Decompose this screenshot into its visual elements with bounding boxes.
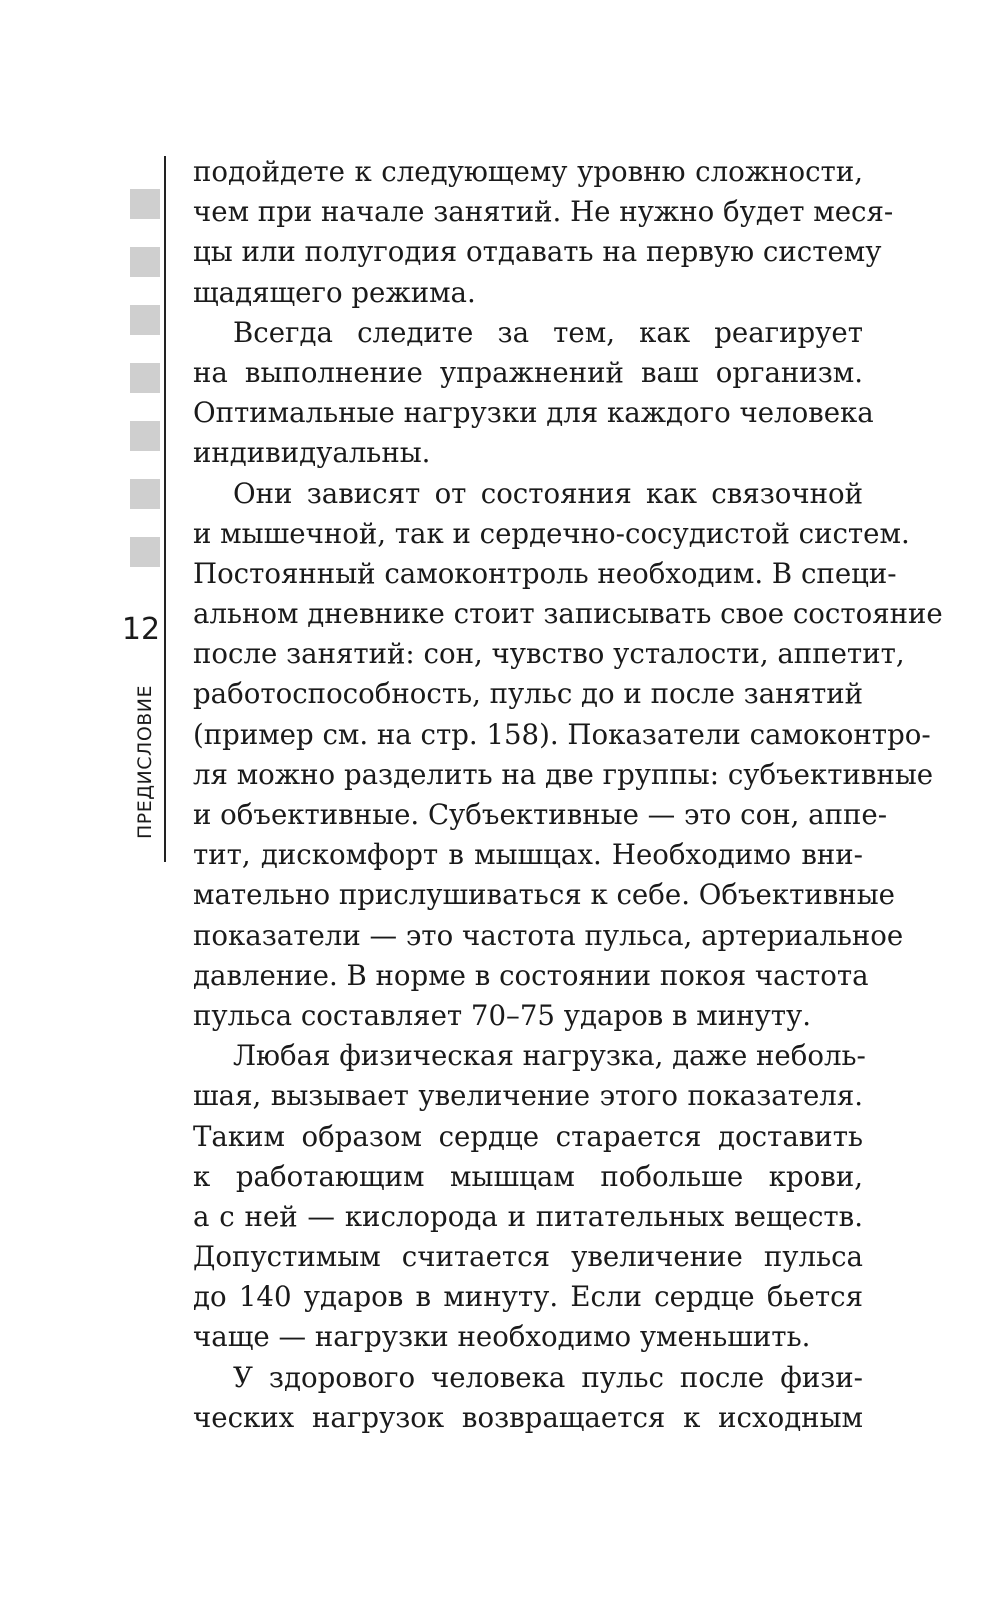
- text-line: ческих нагрузок возвращается к исходным: [193, 1400, 863, 1434]
- text-line: показатели — это частота пульса, артериальное: [193, 918, 904, 952]
- text-line: тит, дискомфорт в мышцах. Необходимо вни-: [193, 838, 863, 872]
- text-line: до 140 ударов в минуту. Если сердце бьется: [193, 1280, 863, 1314]
- margin-square: [130, 421, 160, 451]
- text-line: и объективные. Субъективные — это сон, аппе-: [193, 798, 888, 831]
- margin-squares: [130, 189, 160, 595]
- text-line: ля можно разделить на две группы: субъективные: [193, 757, 934, 791]
- text-line: пульса составляет 70–75 ударов в минуту.: [193, 998, 812, 1032]
- margin-square: [130, 305, 160, 335]
- page-number: 12: [121, 612, 161, 647]
- margin-square: [130, 363, 160, 393]
- text-line: Любая физическая нагрузка, даже неболь-: [233, 1039, 866, 1073]
- text-line: и мышечной, так и сердечно-сосудистой систем.: [193, 516, 910, 550]
- text-line: альном дневнике стоит записывать свое состояние: [193, 597, 943, 631]
- body-text: [193, 152, 943, 1438]
- text-line: а с ней — кислорода и питательных веществ.: [193, 1199, 863, 1233]
- text-line: после занятий: сон, чувство усталости, аппетит,: [193, 637, 905, 671]
- margin-square: [130, 479, 160, 509]
- text-line: работоспособность, пульс до и после занятий: [193, 677, 864, 711]
- text-line: Всегда следите за тем, как реагирует: [233, 315, 863, 349]
- text-line: Постоянный самоконтроль необходим. В специ-: [193, 556, 897, 590]
- text-line: подойдете к следующему уровню сложности,: [193, 155, 863, 188]
- text-line: к работающим мышцам побольше крови,: [193, 1159, 863, 1193]
- text-line: на выполнение упражнений ваш организм.: [193, 355, 863, 389]
- margin-square: [130, 537, 160, 567]
- text-line: чаще — нагрузки необходимо уменьшить.: [193, 1320, 811, 1354]
- text-line: Таким образом сердце старается доставить: [193, 1119, 863, 1153]
- margin-square: [130, 247, 160, 277]
- text-line: индивидуальны.: [193, 436, 431, 470]
- text-line: У здорового человека пульс после физи-: [233, 1360, 863, 1394]
- text-line: Оптимальные нагрузки для каждого человека: [193, 396, 874, 430]
- text-line: шая, вызывает увеличение этого показателя.: [193, 1079, 863, 1113]
- text-line: чем при начале занятий. Не нужно будет меся-: [193, 195, 894, 229]
- text-line: мательно прислушиваться к себе. Объективные: [193, 878, 895, 912]
- section-label: ПРЕДИСЛОВИЕ: [134, 684, 156, 840]
- text-line: Они зависят от состояния как связочной: [233, 476, 863, 510]
- margin-square: [130, 189, 160, 219]
- text-line: цы или полугодия отдавать на первую систему: [193, 235, 882, 269]
- margin-rule: [164, 156, 166, 862]
- text-line: давление. В норме в состоянии покоя частота: [193, 958, 869, 992]
- text-line: щадящего режима.: [193, 275, 476, 309]
- text-line: (пример см. на стр. 158). Показатели самоконтро-: [193, 717, 931, 751]
- text-line: Допустимым считается увеличение пульса: [193, 1240, 863, 1274]
